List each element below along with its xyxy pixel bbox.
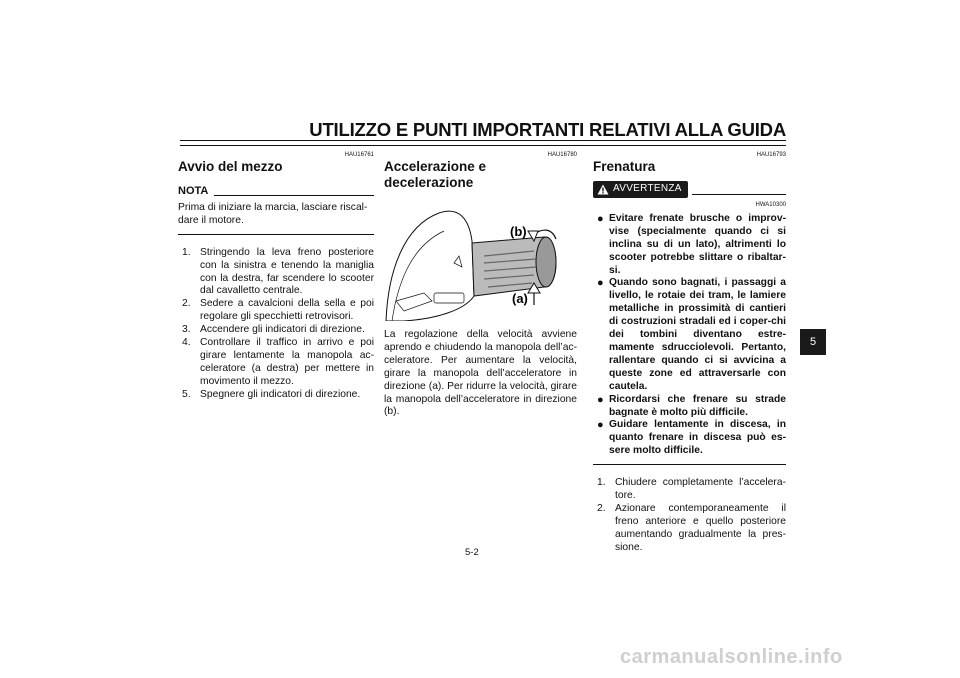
- step-number: 1.: [182, 246, 191, 258]
- warning-heading: [593, 181, 786, 198]
- throttle-grip-illustration: [384, 201, 577, 321]
- list-item: [178, 298, 374, 324]
- step-text: Controllare il traffico in arrivo e poi girare lentamente la manopola ac-celeratore (a destra) per mettere in movimento il mezzo.: [200, 337, 374, 387]
- chapter-tab: 5: [800, 329, 826, 355]
- warning-list: [593, 213, 786, 458]
- label-b: (b): [510, 224, 527, 239]
- page-header-title: UTILIZZO E PUNTI IMPORTANTI RELATIVI ALLA GUIDA: [309, 119, 786, 140]
- warning-text: Ricordarsi che frenare su strade bagnate è molto più difficile.: [609, 393, 786, 418]
- warning-text: Evitare frenate brusche o improv-vise (specialmente quando ci si inclina su di un lato), altrimenti lo scooter potrebbe slittare o ribaltar-si.: [609, 212, 786, 276]
- section-code: HAU16761: [344, 152, 374, 158]
- header-rule: [180, 140, 786, 146]
- column-avvio: [178, 152, 374, 402]
- nota-heading: [178, 185, 374, 198]
- list-item: [593, 394, 786, 420]
- step-number: 3.: [182, 324, 191, 336]
- column-accelerazione: [384, 152, 577, 419]
- step-number: 4.: [182, 337, 191, 349]
- nota-rule: [214, 195, 374, 196]
- step-text: Sedere a cavalcioni della sella e poi regolare gli specchietti retrovisori.: [200, 298, 374, 323]
- step-number: 2.: [182, 298, 191, 310]
- list-item: [593, 477, 786, 503]
- accelerazione-text: La regolazione della velocità avviene aprendo e chiudendo la manopola dell’ac-celeratore. Per aumentare la velocità, girare la manopola dell’acceleratore in direzione (a). Per ridurre la velocità, girare la manopola dell’acceleratore in direzione (b).: [384, 329, 577, 418]
- warning-badge: [593, 181, 688, 198]
- nota-label: NOTA: [178, 185, 209, 197]
- list-item: [593, 213, 786, 278]
- list-item: [178, 324, 374, 337]
- list-item: [593, 419, 786, 458]
- list-item: [593, 503, 786, 555]
- warning-text: Quando sono bagnati, i passaggi a livello, le rotaie dei tram, le lamiere metalliche in prossimità di cantieri di costruzioni stradali ed i coper-chi dei tombini diventano estre-mamente sdrucciolevoli. Pertanto, rallentare quando ci si avvicina a queste zone ed attraversarle con cautela.: [609, 277, 786, 392]
- step-text: Spegnere gli indicatori di direzione.: [200, 388, 361, 400]
- section-title-avvio: Avvio del mezzo: [178, 159, 283, 174]
- label-a: (a): [512, 291, 528, 306]
- page-number: 5-2: [465, 547, 479, 558]
- step-text: Stringendo la leva freno posteriore con la sinistra e tenendo la maniglia con la destra, far scendere lo scooter dal cavalletto centrale.: [200, 246, 374, 297]
- bullet-icon: ●: [597, 393, 604, 406]
- section-title-accelerazione: Accelerazione e decelerazione: [384, 159, 487, 190]
- bullet-icon: ●: [597, 212, 604, 225]
- step-number: 1.: [597, 477, 606, 489]
- warning-text: Guidare lentamente in discesa, in quanto frenare in discesa può es-sere molto difficile.: [609, 419, 786, 457]
- brake-steps-list: [593, 477, 786, 554]
- step-text: Chiudere completamente l’accelera-tore.: [615, 477, 786, 502]
- warning-triangle-icon: [597, 184, 609, 195]
- section-code: HAU16793: [756, 152, 786, 158]
- step-number: 5.: [182, 388, 191, 400]
- warning-rule: [692, 194, 786, 195]
- list-item: [178, 389, 374, 402]
- bullet-icon: ●: [597, 419, 604, 432]
- step-text: Azionare contemporaneamente il freno anteriore e quello posteriore aumentando gradualmente la pres-sione.: [615, 502, 786, 553]
- list-item: [593, 277, 786, 393]
- list-item: [178, 337, 374, 389]
- watermark: carmanualsonline.info: [620, 646, 843, 668]
- warning-code: HWA10300: [755, 201, 786, 208]
- section-title-frenatura: Frenatura: [593, 159, 656, 174]
- warning-end-rule: [593, 464, 786, 465]
- step-text: Accendere gli indicatori di direzione.: [200, 324, 365, 336]
- column-frenatura: [593, 152, 786, 555]
- start-steps-list: [178, 247, 374, 402]
- list-item: [178, 247, 374, 299]
- section-code: HAU16780: [547, 152, 577, 158]
- bullet-icon: ●: [597, 277, 604, 290]
- nota-text: Prima di iniziare la marcia, lasciare riscal-dare il motore.: [178, 202, 374, 235]
- step-number: 2.: [597, 502, 606, 514]
- warning-label: AVVERTENZA: [613, 183, 682, 194]
